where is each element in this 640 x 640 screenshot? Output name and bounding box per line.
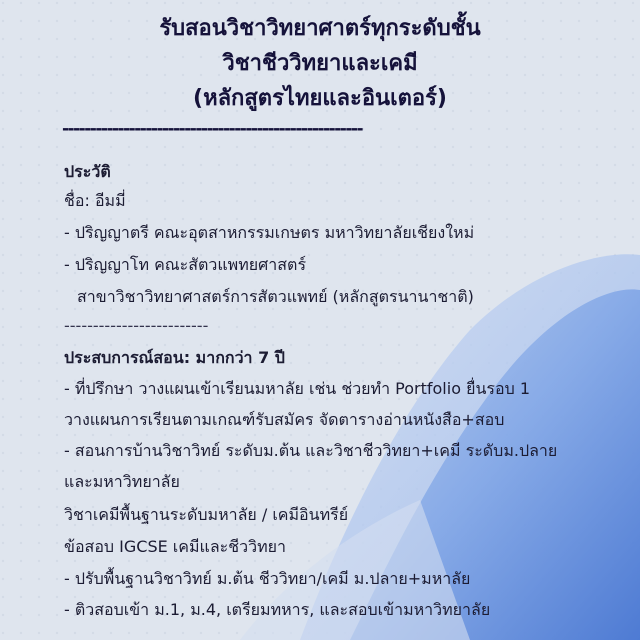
experience-item: และมหาวิทยาลัย	[64, 472, 180, 491]
experience-item: - ติวสอบเข้า ม.1, ม.4, เตรียมทหาร, และสอบเข้ามหาวิทยาลัย	[64, 600, 491, 619]
history-master-2: สาขาวิชาวิทยาศาสตร์การสัตวแพทย์ (หลักสูตรนานาชาติ)	[77, 287, 474, 306]
experience-item: - ที่ปรึกษา วางแผนเข้าเรียนมหาลัย เช่น ช่วยทำ Portfolio ยื่นรอบ 1	[64, 379, 531, 398]
history-heading: ประวัติ	[64, 162, 111, 181]
history-name: ชื่อ: อีมมี่	[64, 191, 126, 210]
history-bachelor: - ปริญญาตรี คณะอุตสาหกรรมเกษตร มหาวิทยาลัยเชียงใหม่	[64, 223, 475, 242]
experience-item: - สอนการบ้านวิชาวิทย์ ระดับม.ต้น และวิชาชีววิทยา+เคมี ระดับม.ปลาย	[64, 441, 558, 460]
experience-item: - ปรับพื้นฐานวิชาวิทย์ ม.ต้น ชีววิทยา/เคมี ม.ปลาย+มหาลัย	[64, 569, 471, 588]
title-line-2: วิชาชีววิทยาและเคมี	[222, 51, 418, 76]
title-line-1: รับสอนวิชาวิทยาศาตร์ทุกระดับชั้น	[159, 16, 481, 41]
experience-item: วางแผนการเรียนตามเกณฑ์รับสมัคร จัดตารางอ่านหนังสือ+สอบ	[64, 410, 505, 429]
title-line-3: (หลักสูตรไทยและอินเตอร์)	[193, 86, 447, 111]
divider-short: -------------------------	[64, 316, 209, 335]
experience-item: ข้อสอบ IGCSE เคมีและชีววิทยา	[64, 537, 286, 556]
experience-item: วิชาเคมีพื้นฐานระดับมหาลัย / เคมีอินทรีย์	[64, 505, 349, 524]
divider-long: ------------------------------------------------------	[62, 119, 363, 139]
experience-heading: ประสบการณ์สอน: มากกว่า 7 ปี	[64, 348, 285, 367]
history-master-1: - ปริญญาโท คณะสัตวแพทยศาสตร์	[64, 255, 307, 274]
